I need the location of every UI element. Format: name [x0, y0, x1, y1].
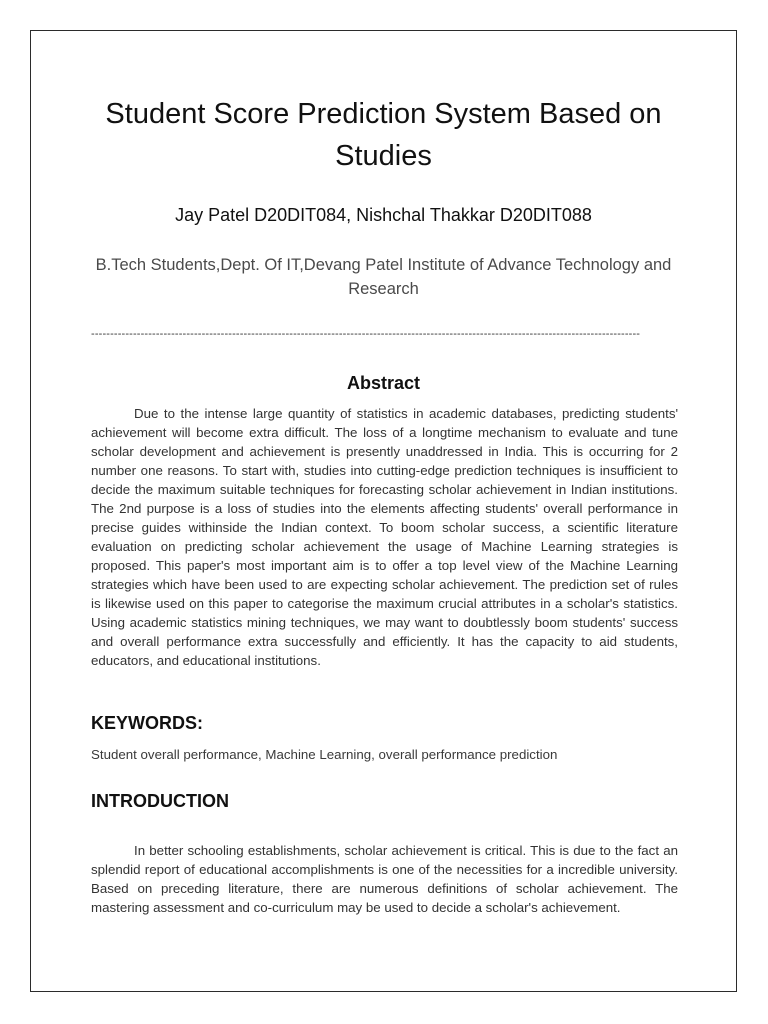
- keywords-text: Student overall performance, Machine Learning, overall performance prediction: [91, 747, 558, 762]
- keywords-heading-colon: :: [197, 713, 204, 733]
- introduction-heading: INTRODUCTION: [91, 791, 229, 811]
- dashed-separator: ------------------------------------------------------------------------------------------------------------------------------------------------: [91, 328, 641, 340]
- paper-title: Student Score Prediction System Based on Studies: [105, 98, 662, 172]
- document-page: [30, 30, 737, 992]
- abstract-body: Due to the intense large quantity of statistics in academic databases, predicting students' achievement will become extra difficult. The loss of a longtime mechanism to evaluate and tune scholar development and achievement is presently unaddressed in India. This is occurring for 2 number one reasons. To start with, studies into cutting-edge prediction techniques is insufficient to decide the maximum suitable techniques for forecasting scholar achievement in Indian institutions. The 2nd purpose is a loss of studies into the elements affecting students' overall performance in precise guides withinside the Indian context. To boom scholar success, a scientific literature evaluation on predicting scholar achievement the usage of Machine Learning strategies is proposed. This paper's most important aim is to offer a top level view of the Machine Learning strategies which have been used to are expecting scholar achievement. The prediction set of rules is likewise used on this paper to categorise the maximum crucial attributes in a scholar's statistics. Using academic statistics mining techniques, we may want to doubtlessly boom students' success and overall performance extra successfully and efficiently. It has the capacity to aid students, educators, and educational institutions.: [91, 406, 678, 668]
- keywords-heading-label: KEYWORDS: [91, 713, 198, 733]
- abstract-heading: Abstract: [346, 373, 421, 393]
- keywords-heading: [91, 711, 203, 735]
- introduction-body: In better schooling establishments, scholar achievement is critical. This is due to the fact an splendid report of educational accomplishments is one of the necessities for a incredible university. Based on preceding literature, there are numerous definitions of scholar achievement. The mastering assessment and co-curriculum may be used to decide a scholar's achievement.: [91, 843, 678, 915]
- paper-authors: Jay Patel D20DIT084, Nishchal Thakkar D20DIT088: [175, 205, 592, 225]
- paper-affiliation: B.Tech Students,Dept. Of IT,Devang Patel Institute of Advance Technology and Research: [95, 256, 672, 298]
